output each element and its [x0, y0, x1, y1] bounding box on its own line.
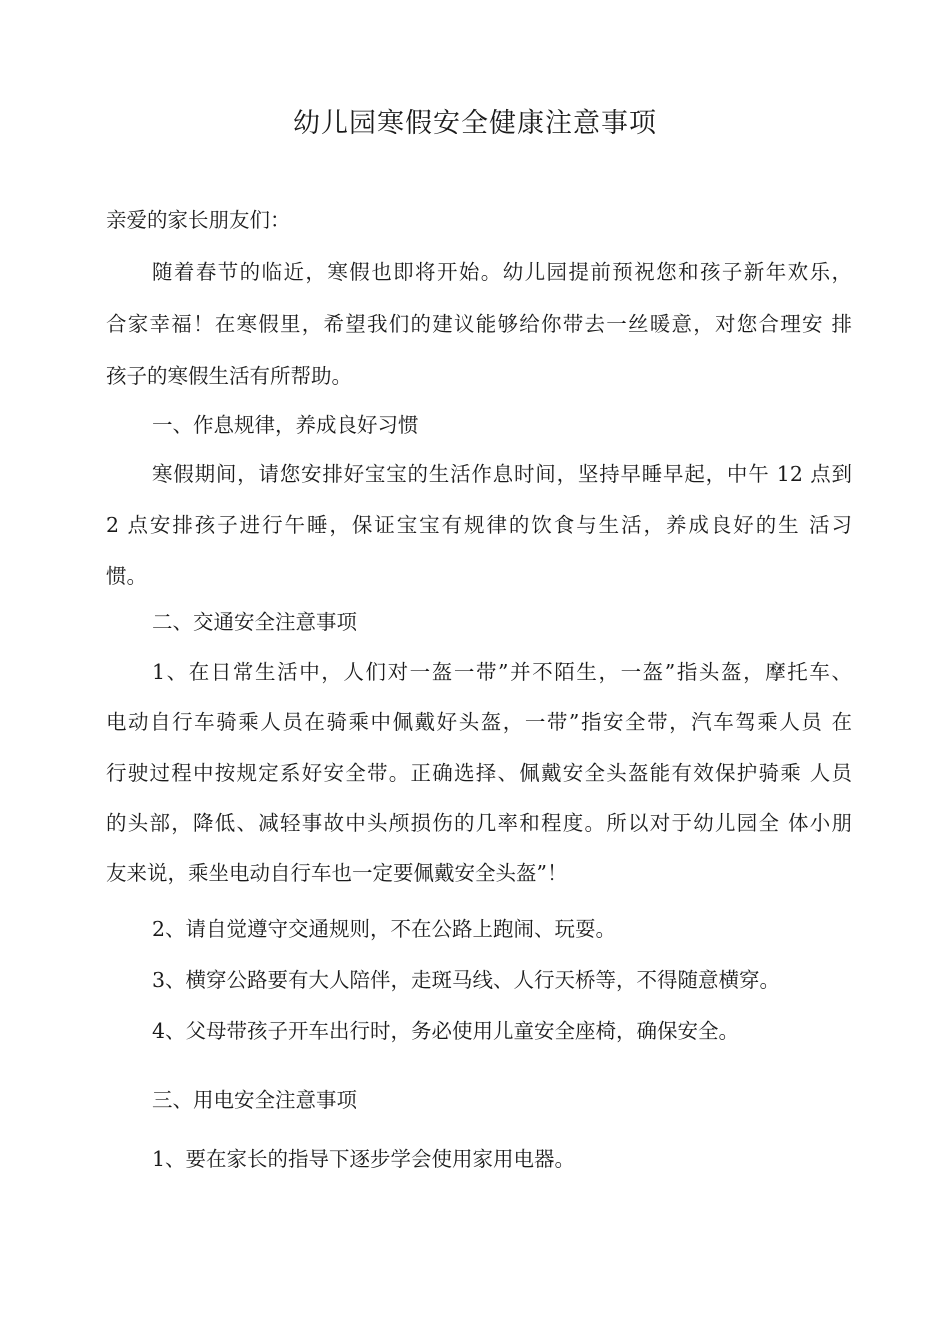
intro-line-3: 孩子的寒假生活有所帮助。 [106, 364, 352, 388]
intro-line-2: 合家幸福！在寒假里，希望我们的建议能够给你带去一丝暖意，对您合理安 排 [106, 312, 852, 336]
section1-heading: 一、作息规律，养成良好习惯 [152, 413, 419, 437]
section1-line-3: 惯。 [106, 564, 147, 588]
section2-item3: 3、横穿公路要有大人陪伴，走斑马线、人行天桥等，不得随意横穿。 [152, 968, 781, 992]
section2-item4: 4、父母带孩子开车出行时，务必使用儿童安全座椅，确保安全。 [152, 1019, 740, 1043]
section2-item1-line-1: 1、在日常生活中，人们对一盔一带”并不陌生，一盔”指头盔，摩托车、 [152, 660, 852, 684]
section3-heading: 三、用电安全注意事项 [152, 1088, 357, 1112]
section2-item1-line-5: 友来说，乘坐电动自行车也一定要佩戴安全头盔”！ [106, 861, 568, 885]
section3-item1: 1、要在家长的指导下逐步学会使用家用电器。 [152, 1147, 576, 1171]
section2-item2: 2、请自觉遵守交通规则，不在公路上跑闹、玩耍。 [152, 917, 617, 941]
section2-heading: 二、交通安全注意事项 [152, 610, 357, 634]
section2-item1-line-2: 电动自行车骑乘人员在骑乘中佩戴好头盔，一带”指安全带，汽车驾乘人员 在 [106, 710, 852, 734]
section1-line-1: 寒假期间，请您安排好宝宝的生活作息时间，坚持早睡早起，中午 12 点到 [152, 462, 852, 486]
document-title: 幼儿园寒假安全健康注意事项 [293, 108, 657, 139]
section2-item1-line-3: 行驶过程中按规定系好安全带。正确选择、佩戴安全头盔能有效保护骑乘 人员 [106, 761, 852, 785]
intro-line-1: 随着春节的临近，寒假也即将开始。幼儿园提前预祝您和孩子新年欢乐， [152, 260, 852, 284]
salutation: 亲爱的家长朋友们： [106, 208, 291, 232]
section1-line-2: 2 点安排孩子进行午睡，保证宝宝有规律的饮食与生活，养成良好的生 活习 [106, 513, 852, 537]
section2-item1-line-4: 的头部，降低、减轻事故中头颅损伤的几率和程度。所以对于幼儿园全 体小朋 [106, 811, 852, 835]
